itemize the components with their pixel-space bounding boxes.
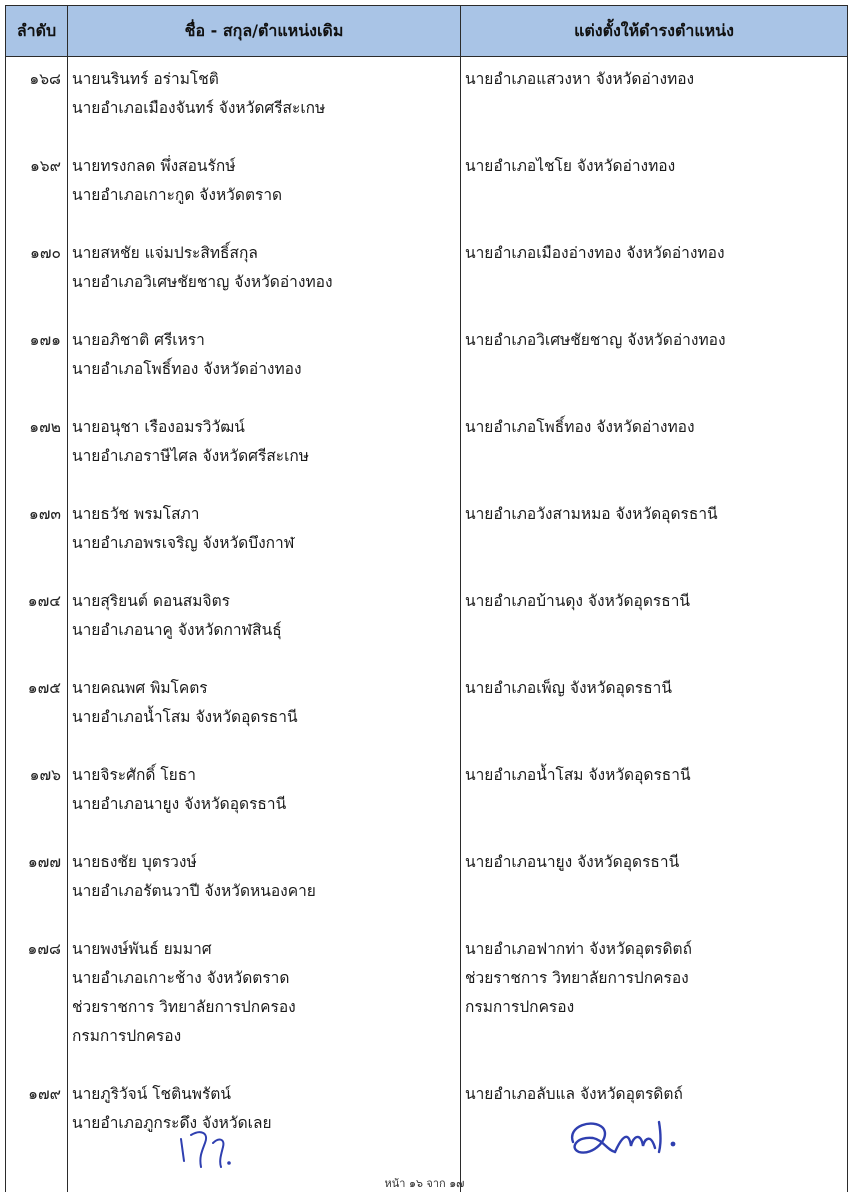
table-header-row xyxy=(6,6,848,57)
appointment-line: นายอำเภอไชโย จังหวัดอ่างทอง xyxy=(465,156,676,175)
table-row xyxy=(6,144,848,231)
header-name: ชื่อ - สกุล/ตำแหน่งเดิม xyxy=(68,6,461,57)
former-position-line: นายอำเภอนายูง จังหวัดอุดรธานี xyxy=(72,794,287,813)
row-number: ๑๗๖ xyxy=(6,753,68,840)
new-appointment xyxy=(461,231,848,318)
former-name-position xyxy=(68,840,461,927)
row-number: ๑๗๑ xyxy=(6,318,68,405)
row-number: ๑๗๐ xyxy=(6,231,68,318)
new-appointment xyxy=(461,144,848,231)
table-row xyxy=(6,753,848,840)
row-number: ๑๖๘ xyxy=(6,57,68,144)
new-appointment xyxy=(461,57,848,144)
new-appointment xyxy=(461,318,848,405)
former-position-line: นายอำเภอเมืองจันทร์ จังหวัดศรีสะเกษ xyxy=(72,99,326,117)
table-row xyxy=(6,57,848,144)
new-appointment xyxy=(461,492,848,579)
handwritten-signature-right xyxy=(563,1112,688,1168)
former-position-line: กรมการปกครอง xyxy=(72,1026,182,1045)
appointment-line: นายอำเภอบ้านดุง จังหวัดอุดรธานี xyxy=(465,591,691,610)
new-appointment xyxy=(461,579,848,666)
former-position-line: นายอำเภอพรเจริญ จังหวัดบึงกาฬ xyxy=(72,533,295,552)
person-name: นายคณพศ พิมโคตร xyxy=(72,678,208,697)
row-number: ๑๗๒ xyxy=(6,405,68,492)
former-name-position xyxy=(68,492,461,579)
former-name-position xyxy=(68,927,461,1072)
appointment-line: นายอำเภอฟากท่า จังหวัดอุตรดิตถ์ xyxy=(465,939,692,958)
appointment-line: นายอำเภอโพธิ์ทอง จังหวัดอ่างทอง xyxy=(465,417,695,436)
person-name: นายอนุชา เรืองอมรวิวัฒน์ xyxy=(72,417,245,436)
former-position-line: นายอำเภอนาคู จังหวัดกาฬสินธุ์ xyxy=(72,620,282,639)
former-name-position xyxy=(68,753,461,840)
appointment-line: นายอำเภอวิเศษชัยชาญ จังหวัดอ่างทอง xyxy=(465,330,726,349)
person-name: นายธวัช พรมโสภา xyxy=(72,504,200,523)
former-position-line: นายอำเภอเกาะช้าง จังหวัดตราด xyxy=(72,968,290,987)
former-name-position xyxy=(68,57,461,144)
appointment-line: กรมการปกครอง xyxy=(465,997,575,1016)
appointment-line: นายอำเภอลับแล จังหวัดอุตรดิตถ์ xyxy=(465,1084,683,1103)
person-name: นายภูริวัจน์ โชตินพรัตน์ xyxy=(72,1084,231,1103)
row-number: ๑๗๔ xyxy=(6,579,68,666)
former-position-line: ช่วยราชการ วิทยาลัยการปกครอง xyxy=(72,997,296,1016)
former-position-line: นายอำเภอวิเศษชัยชาญ จังหวัดอ่างทอง xyxy=(72,272,333,291)
header-appointment: แต่งตั้งให้ดำรงตำแหน่ง xyxy=(461,6,848,57)
appointment-line: นายอำเภอแสวงหา จังหวัดอ่างทอง xyxy=(465,70,695,88)
former-position-line: นายอำเภอราษีไศล จังหวัดศรีสะเกษ xyxy=(72,446,310,465)
new-appointment xyxy=(461,840,848,927)
row-number: ๑๖๙ xyxy=(6,144,68,231)
row-number: ๑๗๘ xyxy=(6,927,68,1072)
appointment-line: นายอำเภอวังสามหมอ จังหวัดอุดรธานี xyxy=(465,504,718,523)
person-name: นายสุริยนต์ ดอนสมจิตร xyxy=(72,591,230,610)
appointment-table xyxy=(5,5,848,1192)
former-position-line: นายอำเภอภูกระดึง จังหวัดเลย xyxy=(72,1113,272,1132)
new-appointment xyxy=(461,927,848,1072)
appointment-line: นายอำเภอเมืองอ่างทอง จังหวัดอ่างทอง xyxy=(465,243,725,262)
row-number: ๑๗๗ xyxy=(6,840,68,927)
table-row xyxy=(6,927,848,1072)
person-name: นายธงชัย บุตรวงษ์ xyxy=(72,852,197,871)
person-name: นายพงษ์พันธ์ ยมมาศ xyxy=(72,939,212,958)
former-name-position xyxy=(68,579,461,666)
person-name: นายจิระศักดิ์ โยธา xyxy=(72,765,196,784)
table-row xyxy=(6,840,848,927)
row-number: ๑๗๓ xyxy=(6,492,68,579)
person-name: นายอภิชาติ ศรีเหรา xyxy=(72,330,205,349)
header-no: ลำดับ xyxy=(6,6,68,57)
former-position-line: นายอำเภอน้ำโสม จังหวัดอุดรธานี xyxy=(72,707,298,726)
table-row xyxy=(6,318,848,405)
former-position-line: นายอำเภอโพธิ์ทอง จังหวัดอ่างทอง xyxy=(72,359,302,378)
person-name: นายสหชัย แจ่มประสิทธิ์สกุล xyxy=(72,243,258,262)
table-row xyxy=(6,579,848,666)
table-row xyxy=(6,666,848,753)
former-position-line: นายอำเภอรัตนวาปี จังหวัดหนองคาย xyxy=(72,881,316,900)
new-appointment xyxy=(461,666,848,753)
handwritten-initials-left xyxy=(175,1125,245,1173)
appointment-line: นายอำเภอน้ำโสม จังหวัดอุดรธานี xyxy=(465,765,691,784)
former-name-position xyxy=(68,318,461,405)
former-name-position xyxy=(68,231,461,318)
person-name: นายนรินทร์ อร่ามโชติ xyxy=(72,70,219,88)
former-name-position xyxy=(68,666,461,753)
appointment-line: นายอำเภอเพ็ญ จังหวัดอุดรธานี xyxy=(465,678,672,697)
new-appointment xyxy=(461,405,848,492)
former-position-line: นายอำเภอเกาะกูด จังหวัดตราด xyxy=(72,185,283,204)
appointment-line: ช่วยราชการ วิทยาลัยการปกครอง xyxy=(465,968,689,987)
table-row xyxy=(6,405,848,492)
former-name-position xyxy=(68,144,461,231)
table-row xyxy=(6,231,848,318)
new-appointment xyxy=(461,753,848,840)
page-footer: หน้า ๑๖ จาก ๑๗ xyxy=(384,1177,465,1190)
person-name: นายทรงกลด พึ่งสอนรักษ์ xyxy=(72,156,236,175)
row-number: ๑๗๙ xyxy=(6,1072,68,1192)
table-row xyxy=(6,492,848,579)
row-number: ๑๗๕ xyxy=(6,666,68,753)
appointment-line: นายอำเภอนายูง จังหวัดอุดรธานี xyxy=(465,852,680,871)
former-name-position xyxy=(68,405,461,492)
